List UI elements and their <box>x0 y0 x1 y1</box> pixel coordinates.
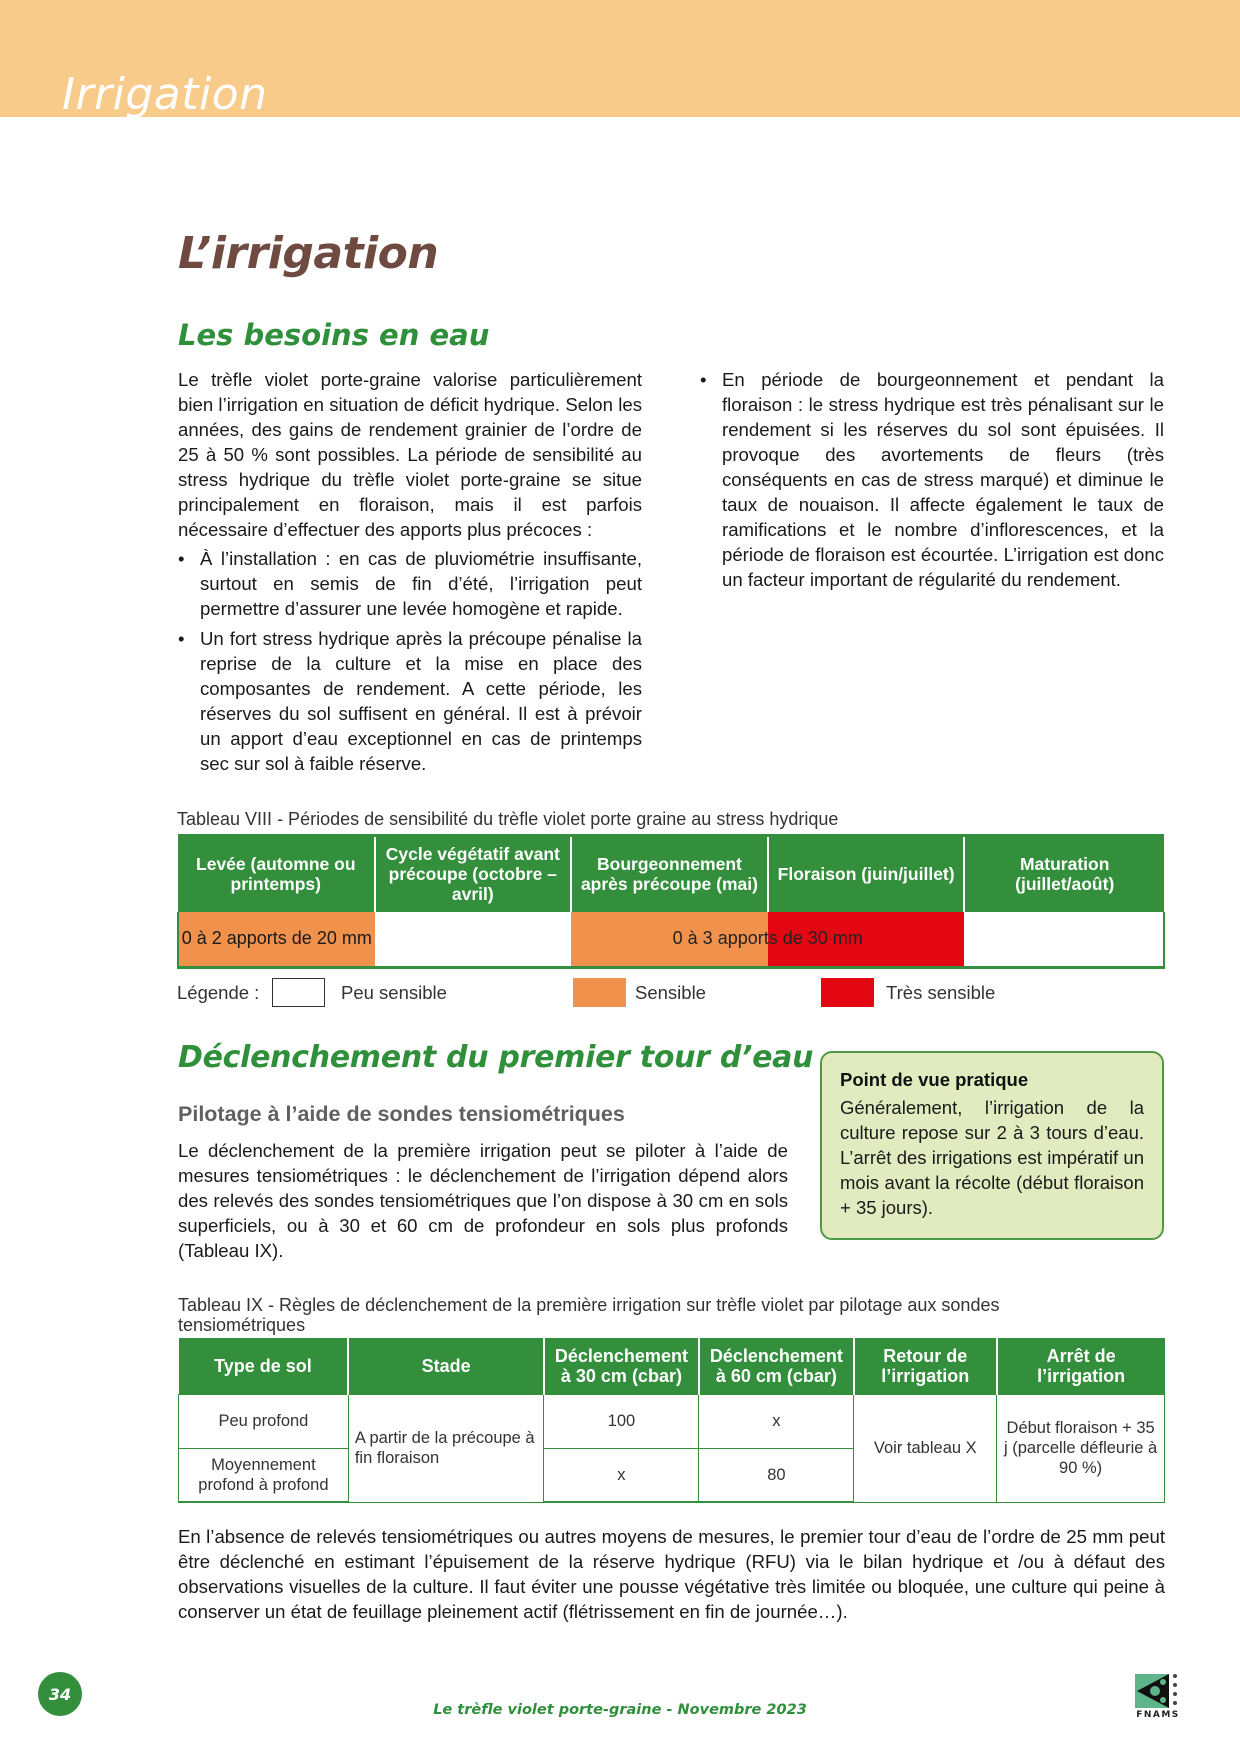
table8-cell-maturation <box>964 912 1164 968</box>
practical-tip-box <box>820 1051 1164 1240</box>
table8-cell-levee: 0 à 2 apports de 20 mm <box>178 912 375 968</box>
table8-cell-cycle <box>375 912 571 968</box>
heading-declenchement: Déclenchement du premier tour d’eau <box>178 1040 814 1075</box>
legend-label: Légende : <box>177 982 260 1003</box>
table8-header-cell: Levée (automne ou printemps) <box>178 836 375 912</box>
table9-header-row <box>179 1338 1165 1394</box>
table8-header-cell: Cycle végétatif avant précoupe (octobre – avril) <box>375 836 571 912</box>
footer-publication-title: Le trèfle violet porte-graine - Novembre 2023 <box>433 1702 807 1718</box>
besoins-left-column <box>178 367 642 781</box>
subheading-pilotage: Pilotage à l’aide de sondes tensiométriques <box>178 1102 625 1126</box>
table8-header-cell: Maturation (juillet/août) <box>964 836 1164 912</box>
page-number-badge: 34 <box>38 1672 82 1716</box>
legend-item-tres-sensible: Très sensible <box>886 982 996 1003</box>
table9-cell-d60: x <box>699 1394 854 1448</box>
table8-legend <box>177 978 1165 1008</box>
table9-cell-arret: Début floraison + 35 j (parcelle défleurie à 90 %) <box>997 1394 1165 1502</box>
section-title: Irrigation <box>62 69 268 117</box>
table9-cell-d60: 80 <box>699 1448 854 1502</box>
declenchement-paragraph: Le déclenchement de la première irrigation peut se piloter à l’aide de mesures tensiométriques : le déclenchement de l’irrigation dépend alors des relevés des sondes tensiométriques que l’on dispose à 30 cm en sols superficiels, ou à 30 et 60 cm de profondeur en sols plus profonds (Tableau IX). <box>178 1140 788 1261</box>
table8-data-row <box>178 912 1164 968</box>
bullet-item: • Un fort stress hydrique après la précoupe pénalise la reprise de la culture et la mise en place des composantes de rendement. A cette période, les réserves du sol suffisent en général. Il est à prévoir un apport d’eau exceptionnel en cas de printemps sec sur sol à faible réserve. <box>178 626 642 776</box>
table9-header-cell: Déclenchement à 30 cm (cbar) <box>544 1338 699 1394</box>
legend-swatch-peu-sensible <box>272 978 325 1007</box>
section-header-band <box>0 0 1240 117</box>
table9-cell-d30: 100 <box>544 1394 699 1448</box>
table8-span-label: 0 à 3 apports de 30 mm <box>672 928 863 948</box>
bullet-item: • En période de bourgeonnement et pendant la floraison : le stress hydrique est très pénalisant sur le rendement si les réserves du sol sont épuisées. Il provoque des avortements de fleurs (très conséquents en cas de stress marqué) et diminue le taux de nouaison. Il affecte également le taux de ramifications et le nombre d’inflorescences, et la période de floraison est écourtée. L’irrigation est donc un facteur important de régularité du rendement. <box>700 367 1164 592</box>
practical-tip-text: Généralement, l’irrigation de la culture repose sur 2 à 3 tours d’eau. L’arrêt des irrigations est impératif un mois avant la récolte (début floraison + 35 jours). <box>840 1097 1144 1218</box>
legend-swatch-sensible <box>573 978 626 1007</box>
final-paragraph: En l’absence de relevés tensiométriques ou autres moyens de mesures, le premier tour d’eau de l’ordre de 25 mm peut être déclenché en estimant l’épuisement de la réserve hydrique (RFU) via le bilan hydrique et /ou à défaut des observations visuelles de la culture. Il faut éviter une pousse végétative très limitée ou bloquée, une culture qui peine à conserver un état de feuillage pleinement actif (flétrissement en fin de journée…). <box>178 1526 1165 1622</box>
table8-header-cell: Bourgeonnement après précoupe (mai) <box>571 836 768 912</box>
table8-header-row <box>178 836 1164 912</box>
table9-cell-type-sol: Peu profond <box>179 1394 349 1448</box>
table9-row <box>179 1394 1165 1448</box>
legend-swatch-tres-sensible <box>821 978 874 1007</box>
besoins-intro: Le trèfle violet porte-graine valorise particulièrement bien l’irrigation en situation de déficit hydrique. Selon les années, des gains de rendement grainier de l’ordre de 25 à 50 % sont possibles. La période de sensibilité au stress hydrique du trèfle violet porte-graine se situe principalement en floraison, mais il est parfois nécessaire d’effectuer des apports plus précoces : <box>178 369 642 540</box>
table8-cell-bourgeonnement-floraison <box>571 912 964 968</box>
legend-item-peu-sensible: Peu sensible <box>341 982 447 1003</box>
table8-header-cell: Floraison (juin/juillet) <box>768 836 965 912</box>
table9-trigger-rules <box>178 1338 1165 1503</box>
table9-header-cell: Déclenchement à 60 cm (cbar) <box>699 1338 854 1394</box>
table9-header-cell: Stade <box>348 1338 544 1394</box>
fnams-logo-text: FNAMS <box>1136 1710 1180 1720</box>
besoins-bullet-list-right <box>700 367 1164 592</box>
table9-header-cell: Retour de l’irrigation <box>854 1338 997 1394</box>
table9-caption: Tableau IX - Règles de déclenchement de la première irrigation sur trèfle violet par pilotage aux sondes tensiométriques <box>178 1295 1000 1335</box>
practical-tip-title: Point de vue pratique <box>840 1069 1029 1090</box>
legend-item-sensible: Sensible <box>635 982 706 1003</box>
table8-caption: Tableau VIII - Périodes de sensibilité du trèfle violet porte graine au stress hydrique <box>177 809 839 829</box>
table8-sensitivity-periods <box>177 834 1165 969</box>
heading-besoins-en-eau: Les besoins en eau <box>178 318 490 352</box>
besoins-bullet-list <box>178 546 642 776</box>
page-title: L’irrigation <box>178 228 439 279</box>
table9-header-cell: Type de sol <box>179 1338 349 1394</box>
table9-header-cell: Arrêt de l’irrigation <box>997 1338 1165 1394</box>
table9-cell-retour: Voir tableau X <box>854 1394 997 1502</box>
bullet-item: • À l’installation : en cas de pluviométrie insuffisante, surtout en semis de fin d’été, l’irrigation peut permettre d’assurer une levée homogène et rapide. <box>178 546 642 621</box>
table9-cell-type-sol: Moyennement profond à profond <box>179 1448 349 1502</box>
table9-cell-d30: x <box>544 1448 699 1502</box>
besoins-right-column <box>700 367 1164 597</box>
table9-cell-stade: A partir de la précoupe à fin floraison <box>348 1394 544 1502</box>
